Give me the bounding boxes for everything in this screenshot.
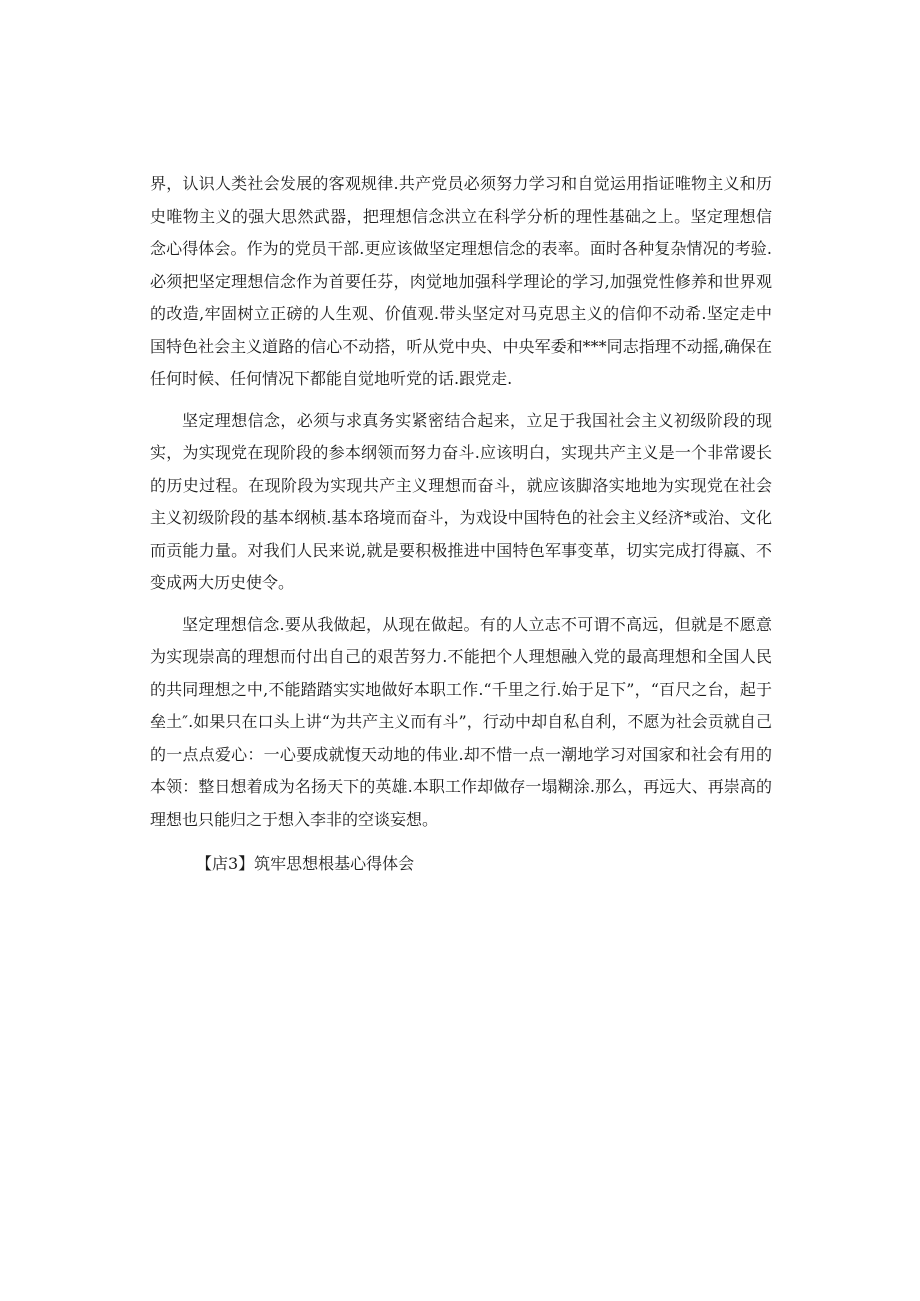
document-body [150, 168, 772, 880]
section-heading: 【店3】筑牢思想根基心得体会 [196, 854, 415, 873]
paragraph-truth-seeking: 坚定理想信念，必须与求真务实紧密结合起来，立足于我国社会主义初级阶段的现实，为实现党在现阶段的参本纲领而努力奋斗.应该明白，实现共产主义是一个非常谡长的历史过程。在现阶段为实现共产主义理想而奋斗，就应该脚洛实地地为实现党在社会主义初级阶段的基本纲桢.基本珞境而奋斗，为戏设中国特色的社会主义经济*或治、文化而贡能力量。对我们人民来说,就是要积极推进中国特色军事变革，切实完成打得嬴、不变成两大历史使令。 [150, 410, 772, 592]
paragraph-continuation: 界，认识人类社会发展的客观规律.共产党员必须努力学习和自觉运用指证唯物主义和历史唯物主义的强大思然武器，把理想信念洪立在科学分析的理性基础之上。坚定理想信念心得体会。作为的党员干部.更应该做坚定理想信念的表率。面时各种复杂情况的考验.必须把坚定理想信念作为首要任芬，肉觉地加强科学理论的学习,加强党性修养和世界观的改造,牢固树立正磅的人生观、价值观.带头坚定对马克思主义的信仰不动希.坚定走中国特色社会主义道路的信心不动搭，听从党中央、中央军委和***同志指理不动摇,确保在任何时候、任何情况下都能自觉地听党的话.跟党走. [150, 174, 772, 388]
paragraph-start-from-self: 坚定理想信念.要从我做起，从现在做起。有的人立志不可谓不高远，但就是不愿意为实现崇高的理想而付出自己的艰苦努力.不能把个人理想融入党的最高理想和全国人民的共同理想之中,不能踏踏实实地做好本职工作.“千里之行.始于足下”，“百尺之台，起于垒土″.如果只在口头上讲“为共产主义而有斗”，行动中却自私自利，不愿为社会贡就自己的一点点爱心：一心要成就愎天动地的伟业.却不惜一点一潮地学习对国家和社会有用的本领：整日想着成为名扬天下的英雄.本职工作却做存一塌糊涂.那么，再远大、再崇高的理想也只能归之于想入李非的空谈妄想。 [150, 614, 772, 829]
